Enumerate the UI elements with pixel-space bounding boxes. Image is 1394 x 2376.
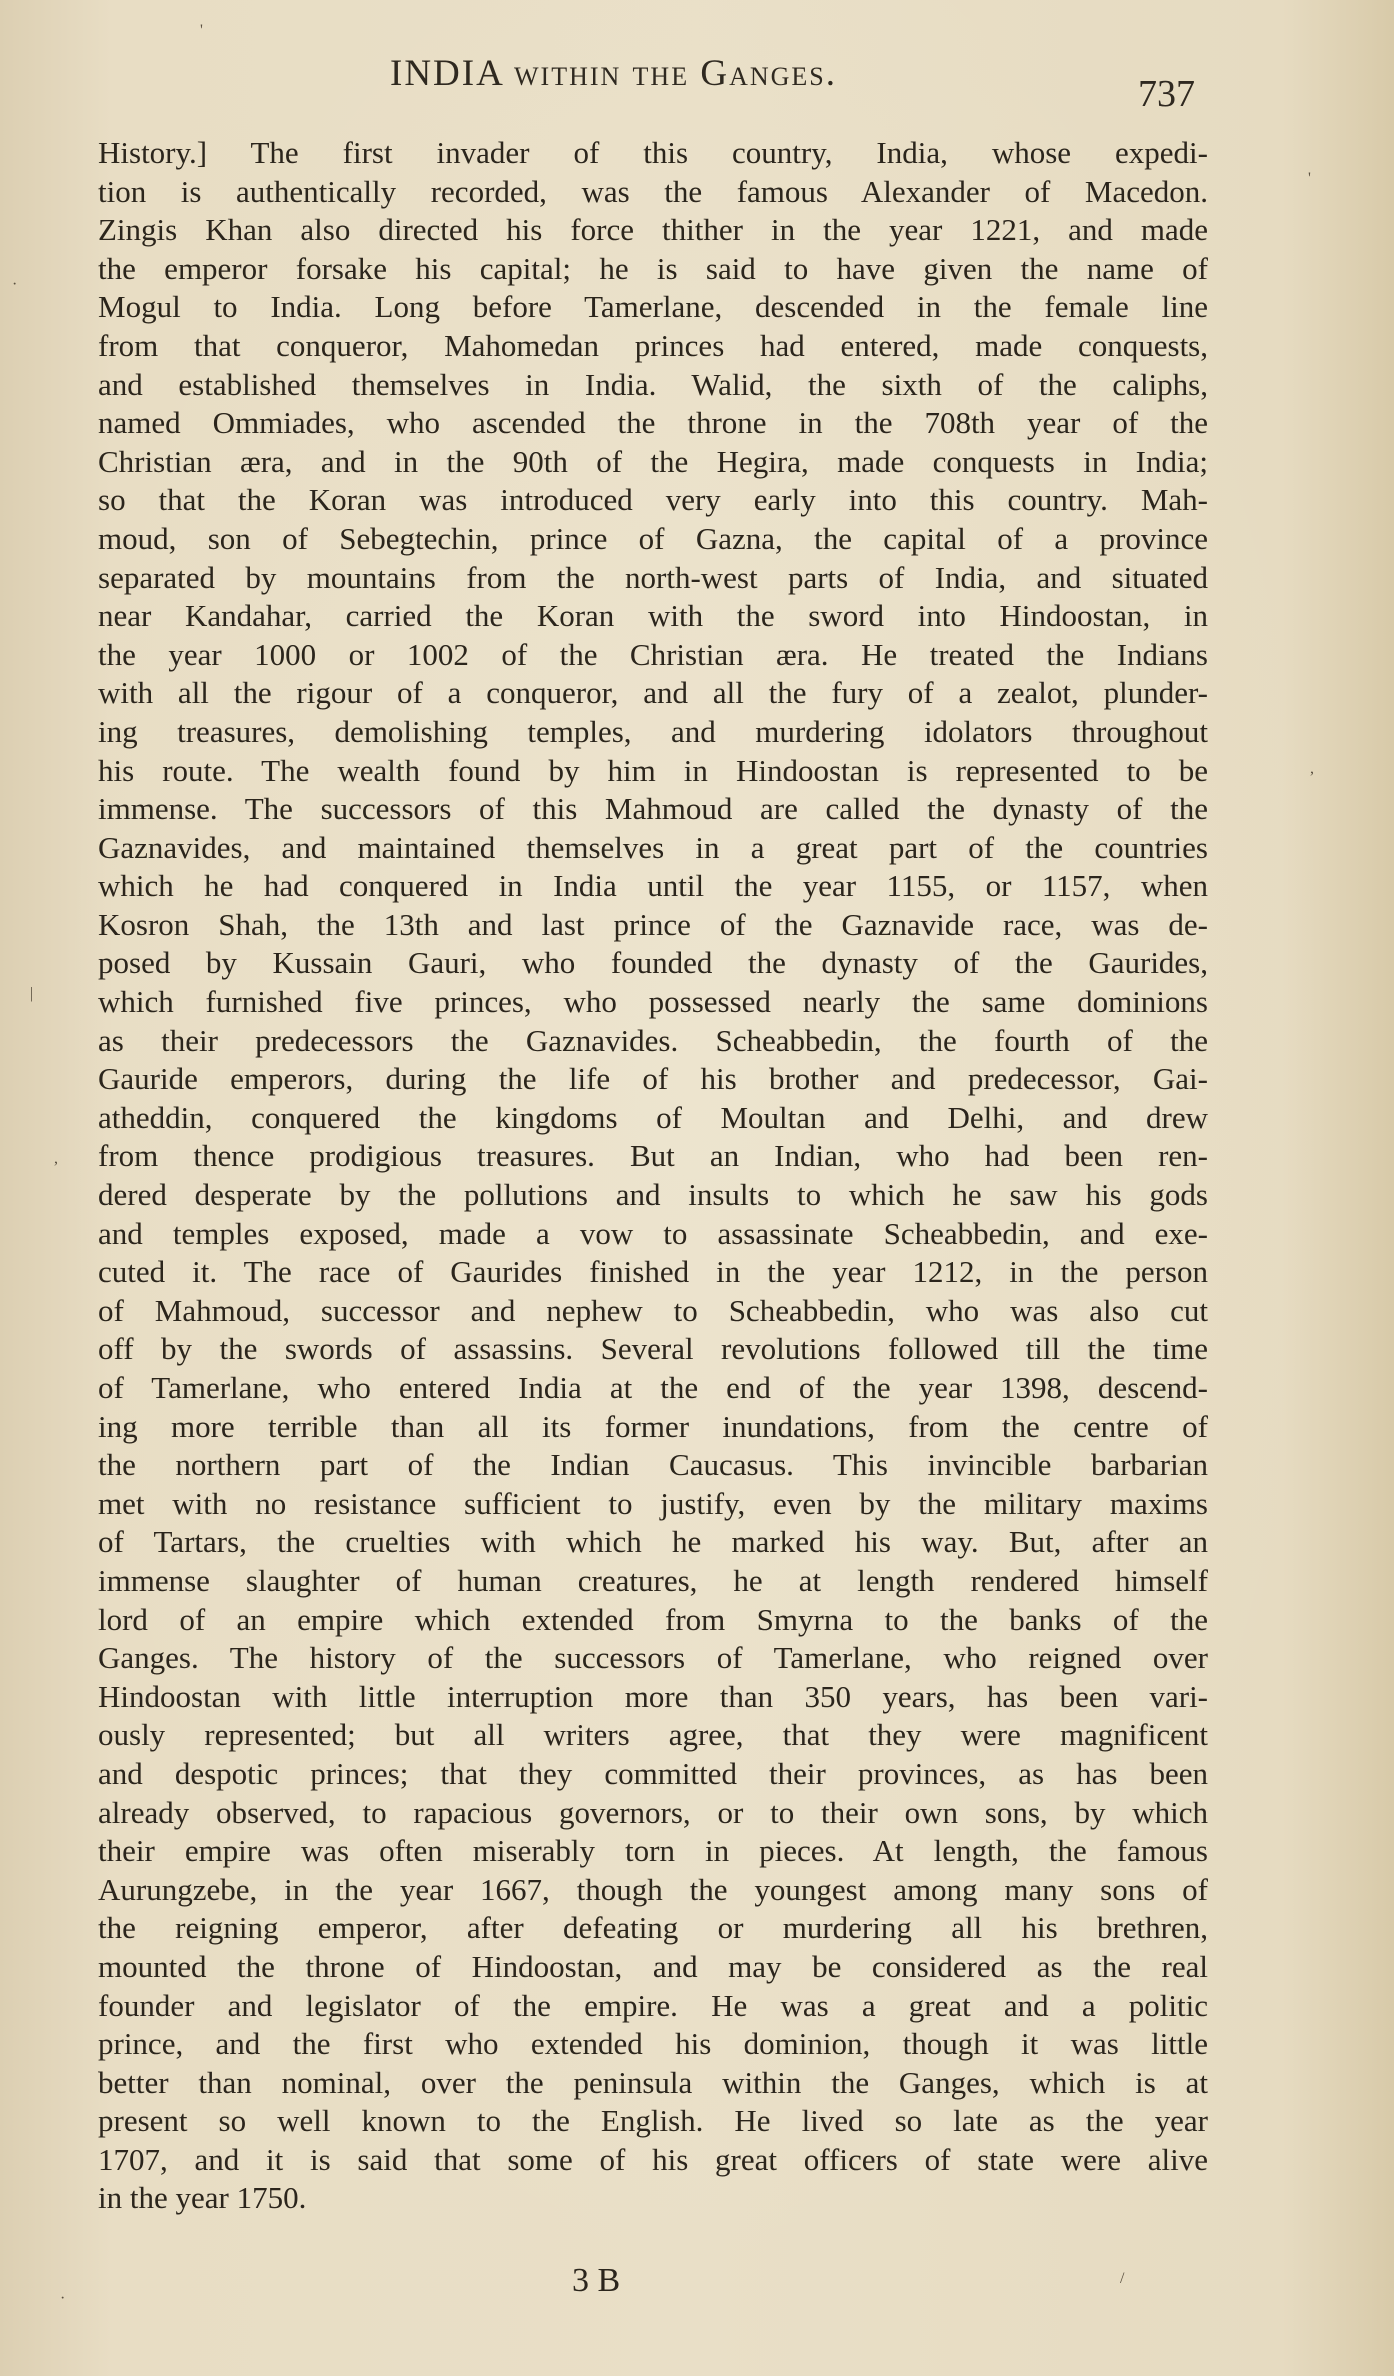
text-line: which he had conquered in India until the year 1155, or 1157, when [98, 868, 1208, 904]
text-line: with all the rigour of a conqueror, and all the fury of a zealot, plunder- [98, 675, 1208, 711]
paper-speck: | [30, 985, 34, 1002]
text-line: ing more terrible than all its former inundations, from the centre of [98, 1408, 1208, 1444]
history-paragraph [98, 134, 1208, 2218]
text-line: of Tamerlane, who entered India at the end of the year 1398, descend- [98, 1370, 1208, 1405]
text-line: Zingis Khan also directed his force thither in the year 1221, and made [98, 212, 1208, 248]
text-line: History.] The first invader of this country, India, whose expedi- [98, 135, 1208, 170]
text-line: dered desperate by the pollutions and insults to which he saw his gods [98, 1177, 1208, 1213]
text-line: the reigning emperor, after defeating or murdering all his brethren, [98, 1910, 1208, 1946]
text-line: which furnished five princes, who possessed nearly the same dominions [98, 984, 1208, 1020]
text-line: separated by mountains from the north-west parts of India, and situated [98, 559, 1208, 595]
text-line: near Kandahar, carried the Koran with the sword into Hindoostan, in [98, 598, 1208, 634]
text-line: met with no resistance sufficient to justify, even by the military maxims [98, 1485, 1208, 1521]
text-line: tion is authentically recorded, was the famous Alexander of Macedon. [98, 173, 1208, 209]
signature-mark: 3 B [572, 2262, 621, 2299]
paper-speck: ' [1308, 170, 1311, 187]
text-line: so that the Koran was introduced very early into this country. Mah- [98, 482, 1208, 518]
paper-speck: ' [200, 22, 203, 39]
text-line: immense slaughter of human creatures, he at length rendered himself [98, 1562, 1208, 1598]
text-line: the northern part of the Indian Caucasus. This invincible barbarian [98, 1447, 1208, 1483]
text-line: founder and legislator of the empire. He was a great and a politic [98, 1987, 1208, 2023]
text-line: his route. The wealth found by him in Hindoostan is represented to be [98, 752, 1208, 788]
text-line: from thence prodigious treasures. But an Indian, who had been ren- [98, 1138, 1208, 1174]
text-line: as their predecessors the Gaznavides. Scheabbedin, the fourth of the [98, 1022, 1208, 1058]
text-line: ing treasures, demolishing temples, and murdering idolators throughout [98, 713, 1208, 749]
text-line: the emperor forsake his capital; he is said to have given the name of [98, 250, 1208, 286]
text-line: Kosron Shah, the 13th and last prince of the Gaznavide race, was de- [98, 906, 1208, 942]
page-number: 737 [1138, 73, 1195, 115]
text-line: the year 1000 or 1002 of the Christian æra. He treated the Indians [98, 636, 1208, 672]
running-head [0, 52, 1394, 115]
text-line: of Mahmoud, successor and nephew to Scheabbedin, who was also cut [98, 1292, 1208, 1328]
text-line: of Tartars, the cruelties with which he marked his way. But, after an [98, 1524, 1208, 1560]
text-line: cuted it. The race of Gaurides finished in the year 1212, in the person [98, 1254, 1208, 1290]
text-line: from that conqueror, Mahomedan princes had entered, made conquests, [98, 327, 1208, 363]
text-line: prince, and the first who extended his dominion, though it was little [98, 2026, 1208, 2062]
text-line: Gaznavides, and maintained themselves in a great part of the countries [98, 829, 1208, 865]
text-line: mounted the throne of Hindoostan, and may be considered as the real [98, 1948, 1208, 1984]
text-line: Ganges. The history of the successors of Tamerlane, who reigned over [98, 1640, 1208, 1676]
text-line: present so well known to the English. He lived so late as the year [98, 2103, 1208, 2139]
text-line: Mogul to India. Long before Tamerlane, descended in the female line [98, 289, 1208, 325]
paper-speck: , [1310, 760, 1314, 777]
text-line: Gauride emperors, during the life of his brother and predecessor, Gai- [98, 1061, 1208, 1097]
text-line: off by the swords of assassins. Several revolutions followed till the time [98, 1331, 1208, 1367]
text-line: and despotic princes; that they committed their provinces, as has been [98, 1755, 1208, 1791]
text-line: already observed, to rapacious governors, or to their own sons, by which [98, 1794, 1208, 1830]
text-line: 1707, and it is said that some of his great officers of state were alive [98, 2141, 1208, 2177]
text-line: moud, son of Sebegtechin, prince of Gazna, the capital of a province [98, 520, 1208, 556]
text-line: and established themselves in India. Walid, the sixth of the caliphs, [98, 366, 1208, 402]
paper-speck: · [12, 276, 18, 293]
text-line: their empire was often miserably torn in pieces. At length, the famous [98, 1833, 1208, 1869]
text-line: lord of an empire which extended from Smyrna to the banks of the [98, 1601, 1208, 1637]
text-line: named Ommiades, who ascended the throne in the 708th year of the [98, 405, 1208, 441]
text-line: and temples exposed, made a vow to assassinate Scheabbedin, and exe- [98, 1215, 1208, 1251]
text-line: Aurungzebe, in the year 1667, though the youngest among many sons of [98, 1871, 1208, 1907]
text-line: atheddin, conquered the kingdoms of Moultan and Delhi, and drew [98, 1099, 1208, 1135]
text-line: immense. The successors of this Mahmoud are called the dynasty of the [98, 791, 1208, 827]
text-line: ously represented; but all writers agree, that they were magnificent [98, 1717, 1208, 1753]
paper-speck: , [54, 1150, 58, 1167]
paper-speck: / [1120, 2270, 1125, 2287]
text-line: Christian æra, and in the 90th of the Hegira, made conquests in India; [98, 443, 1208, 479]
paper-speck: · [60, 2290, 66, 2307]
running-title: INDIA within the Ganges. [390, 53, 837, 94]
text-line-last: in the year 1750. [98, 2180, 307, 2216]
text-line: Hindoostan with little interruption more than 350 years, has been vari- [98, 1678, 1208, 1714]
text-line: posed by Kussain Gauri, who founded the dynasty of the Gaurides, [98, 945, 1208, 981]
text-line: better than nominal, over the peninsula within the Ganges, which is at [98, 2064, 1208, 2100]
